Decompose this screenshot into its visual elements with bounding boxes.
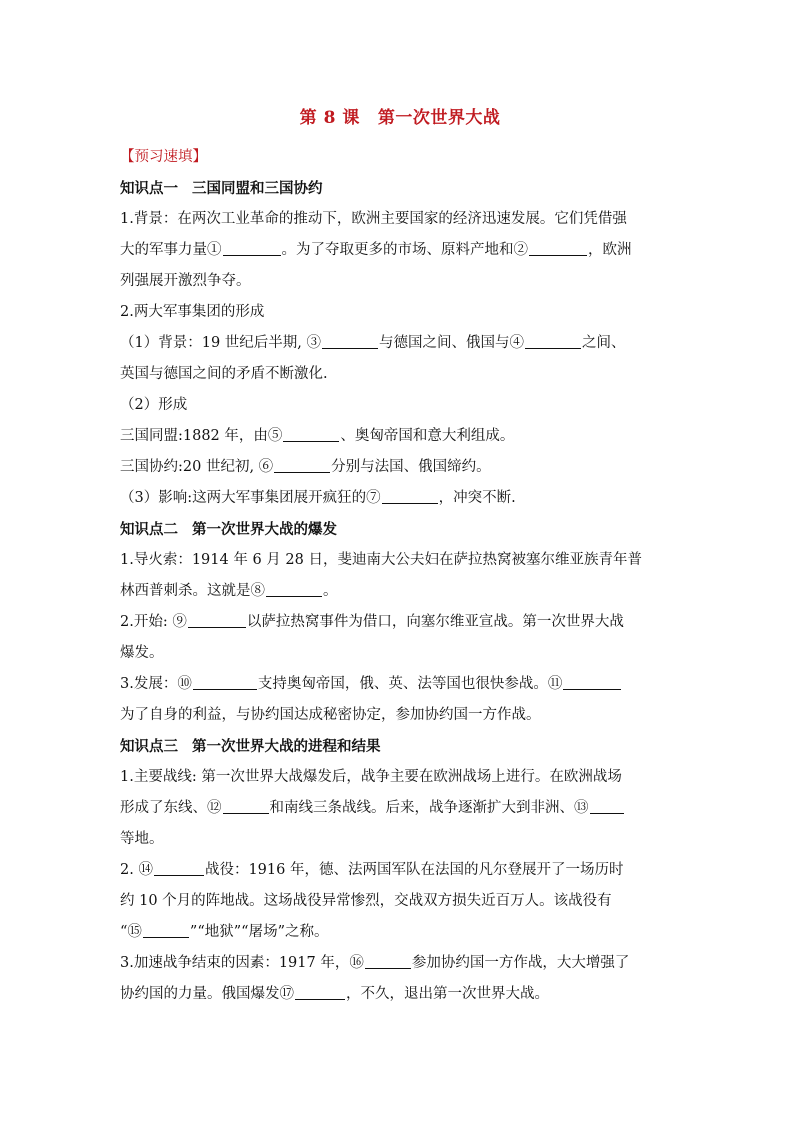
blank-2[interactable] — [529, 241, 587, 256]
knowledge-point-1-heading — [120, 173, 680, 204]
knowledge-point-2-heading — [120, 514, 680, 545]
blank-4[interactable] — [525, 334, 581, 349]
kp1-formation-background-2: 英国与德国之间的矛盾不断激化. — [120, 366, 328, 382]
lesson-number: 第 8 课 — [299, 108, 360, 128]
kp2-start-line: 2.开始: ⑨ 以萨拉热窝事件为借口，向塞尔维亚宣战。第一次世界大战 — [120, 614, 624, 630]
kp1-formation-subheading: （2）形成 — [120, 397, 188, 413]
kp3-fronts-line-2: 形成了东线、⑫ 和南线三条战线。后来，战争逐渐扩大到非洲、⑬ — [120, 793, 680, 824]
blank-12[interactable] — [223, 799, 269, 814]
kp-name: 第一次世界大战的进程和结果 — [192, 738, 381, 755]
kp-label: 知识点一 — [120, 180, 178, 197]
kp1-background-line-2: 大的军事力量① 。为了夺取更多的市场、原料产地和② ，欧洲 — [120, 242, 632, 258]
knowledge-point-3-heading — [120, 731, 680, 762]
kp2-development-line: 3.发展：⑩ 支持奥匈帝国，俄、英、法等国也很快参战。⑪ — [120, 669, 680, 700]
kp1-background-line-1: 1.背景：在两次工业革命的推动下，欧洲主要国家的经济迅速发展。它们凭借强 — [120, 211, 627, 227]
kp-name: 第一次世界大战的爆发 — [192, 521, 337, 538]
kp-label: 知识点二 — [120, 521, 178, 538]
blank-16[interactable] — [365, 954, 411, 969]
blank-13[interactable] — [590, 799, 624, 814]
kp-name: 三国同盟和三国协约 — [192, 180, 323, 197]
triple-alliance-line: 三国同盟:1882 年，由⑤ 、奥匈帝国和意大利组成。 — [120, 428, 515, 444]
kp-label: 知识点三 — [120, 738, 178, 755]
kp1-formation-background: （1）背景：19 世纪后半期, ③ 与德国之间、俄国与④ 之间、 — [120, 335, 626, 351]
blank-11[interactable] — [563, 675, 621, 690]
kp2-start-line-2: 爆发。 — [120, 645, 164, 661]
blank-10[interactable] — [193, 675, 257, 690]
kp2-trigger-line-2: 林西普刺杀。这就是⑧ 。 — [120, 583, 338, 599]
section-tag: 【预习速填】 — [120, 149, 207, 165]
blank-1[interactable] — [223, 241, 281, 256]
blank-15[interactable] — [143, 923, 189, 938]
kp1-background-line-3: 列强展开激烈争夺。 — [120, 273, 251, 289]
kp2-development-line-2: 为了自身的利益，与协约国达成秘密协定，参加协约国一方作战。 — [120, 707, 541, 723]
blank-17[interactable] — [295, 985, 345, 1000]
kp1-impact-line: （3）影响:这两大军事集团展开疯狂的⑦ ，冲突不断. — [120, 490, 516, 506]
page-title — [120, 104, 680, 132]
kp3-verdun-line-1: 2. ⑭ 战役：1916 年，德、法两国军队在法国的凡尔登展开了一场历时 — [120, 862, 624, 878]
triple-entente-line: 三国协约:20 世纪初, ⑥ 分别与法国、俄国缔约。 — [120, 459, 491, 475]
lesson-name: 第一次世界大战 — [377, 108, 501, 128]
blank-6[interactable] — [274, 458, 330, 473]
blank-8[interactable] — [266, 582, 322, 597]
blank-9[interactable] — [188, 613, 246, 628]
kp1-formation-heading: 2.两大军事集团的形成 — [120, 304, 265, 320]
kp3-fronts-line-3: 等地。 — [120, 831, 164, 847]
kp2-trigger-line-1: 1.导火索：1914 年 6 月 28 日，斐迪南大公夫妇在萨拉热窝被塞尔维亚族青年普 — [120, 552, 642, 568]
kp3-verdun-line-2: 约 10 个月的阵地战。这场战役异常惨烈，交战双方损失近百万人。该战役有 — [120, 893, 612, 909]
kp3-verdun-line-3: “⑮ ”“地狱”“屠场”之称。 — [120, 924, 329, 940]
kp3-end-line-2: 协约国的力量。俄国爆发⑰ ，不久，退出第一次世界大战。 — [120, 986, 549, 1002]
kp3-end-line-1: 3.加速战争结束的因素：1917 年，⑯ 参加协约国一方作战，大大增强了 — [120, 955, 630, 971]
blank-14[interactable] — [154, 861, 204, 876]
worksheet-page — [120, 104, 680, 1010]
blank-5[interactable] — [283, 427, 339, 442]
blank-7[interactable] — [382, 489, 438, 504]
blank-3[interactable] — [322, 334, 378, 349]
kp3-fronts-line-1: 1.主要战线: 第一次世界大战爆发后，战争主要在欧洲战场上进行。在欧洲战场 — [120, 769, 622, 785]
